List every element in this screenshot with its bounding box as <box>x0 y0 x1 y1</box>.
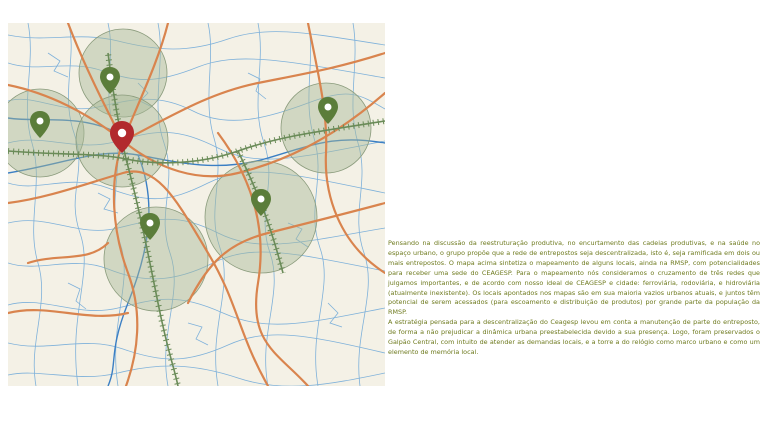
river-network <box>8 23 385 386</box>
paragraph-2: A estratégia pensada para a descentralização do Ceagesp levou em conta a manutenção de parte do entreposto, de forma a não prejudicar a dinâmica urbana preestabelecida devido a sua presença. Logo, foram preservados o Galpão Central, com intuito de atender as demandas locais, e a torre a do relógio como marco urbano e como um elemento de memória local. <box>388 318 760 356</box>
paragraph-1: Pensando na discussão da reestruturação produtiva, no encurtamento das cadeias produtivas, e na saúde no espaço urbano, o grupo propõe que a rede de entrepostos seja descentralizada, isto é, seja ramificada em dois ou mais entrepostos. O mapa acima sintetiza o mapeamento de alguns locais, ainda na RMSP, com potencialidades para receber uma sede do CEAGESP. Para o mapeamento nós consideramos o cruzamento de três redes que julgamos importantes, e de acordo com nosso ideal de CEAGESP e cidade: ferroviária, rodoviária, e hidroviária (atualmente inexistente). Os locais apontados nos mapas são em sua maioria vazios urbanos atuais, e juntos têm potencial de serem acessados (para escoamento e distribuição de produtos) por grande parte da população da RMSP. <box>388 239 760 317</box>
description-text <box>388 239 760 358</box>
rmsp-network-map <box>8 23 385 386</box>
road-network <box>8 23 385 386</box>
